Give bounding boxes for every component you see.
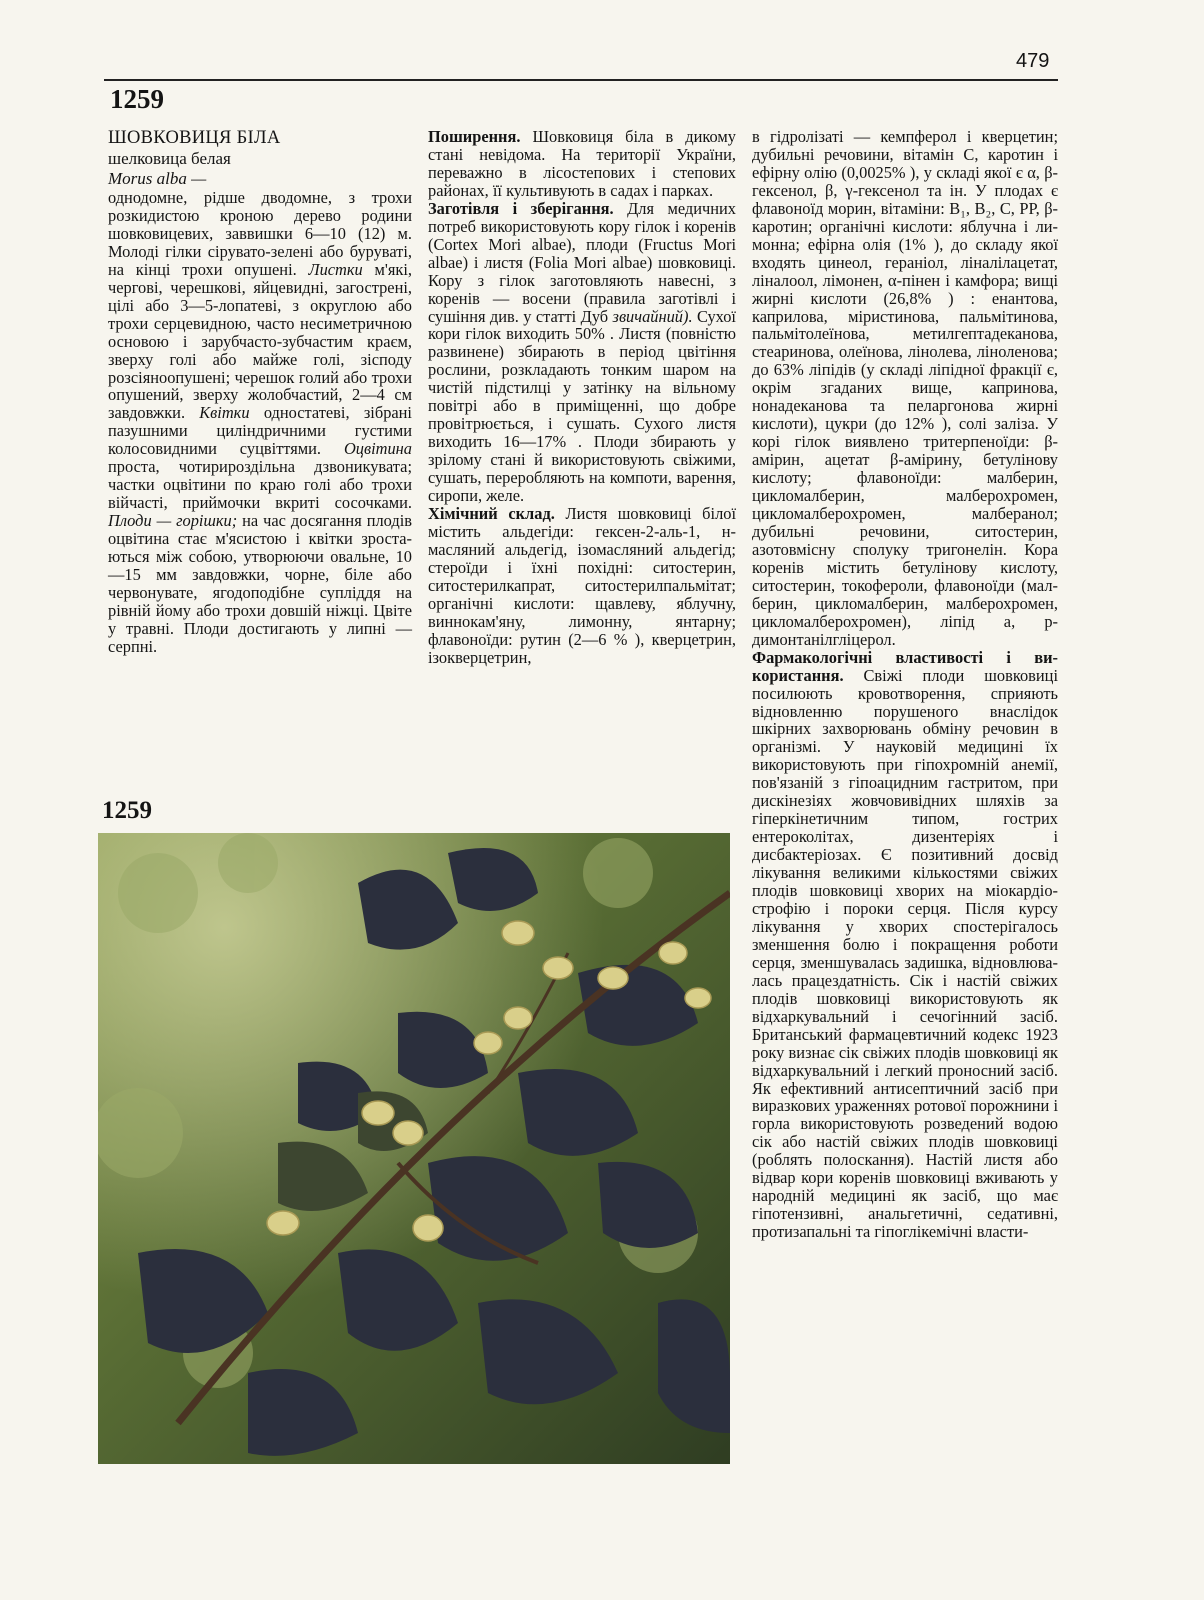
- page-number: 479: [1016, 50, 1050, 72]
- chemical-composition-continued: в гідролізаті — кемпферол і кверцетин; дубильні речовини, вітамін С, каротин і ефірну олію (0,0025% ), у складі якої є α, β-гексенол, β, γ-гексенол та ін. У плодах є флавоноїд морин, вітаміни: В₁, В₂, С, РР, β-каротин; органічні кислоти: яблучна і лимонна; ефірна олія (1% ), до складу якої входять цинеол, гераніол, ліналілацетат, ліналоол, лімонен, α-пінен і камфора; вищі жирні кислоти (26,8% ) : енантова, каприлова, міристинова, пальмітинова, пальмітолеїнова, метилгептадеканова, стеаринова, олеїнова, лінолева, ліноленова; до 63% ліпідів (у складі ліпідної фракції є, окрім згаданих вище, капринова, нонадеканова та пеларгонова жирні кислоти), цукри (до 12% ), солі заліза. У корі гілок виявлено тритерпеноїди: β-амірин, ацетат β-амірину, бетулінову кислоту; флавоноїди: малберин, цикломалберин, малберохромен, цикломалберохромен, малберанол; дубильні речовини, ситостерин, азотовмісну сполуку тригонелін. Кора коренів містить бетулінову кислоту, ситостерин, токофероли, флавоноїди (малберин, цикломалберин, малберохромен, цикломалберохромен), ліпід а, р-димонтанілгліцерол.: [752, 127, 1058, 649]
- column-3: [752, 128, 1058, 1241]
- column-1: [108, 128, 412, 656]
- harvesting-paragraph: Заготівля і зберігання. Для медичних потреб використовують кору гілок і коренів (Cortex Mori albae), плоди (Fructus Mori albae) і листя (Folia Mori albae) шовковиці. Кору з гілок заготовляють навесні, з коренів — восени (правила заготівлі і сушіння див. у статті Дуб звичайний). Сухої кори гілок виходить 50% . Листя (повністю развинене) збирають в період цвітіння рослини, розкладають тонким шаром на чистій підстилці у затінку на вільному повітрі або в приміщенні, що добре провітрюється, і сушать. Сухого листя виходить 16—17% . Плоди збирають у зрілому стані й використовують свіжими, сушать, переробляють на компоти, варення, сиропи, желе.: [428, 198, 737, 506]
- description-paragraph: однодомне, рідше дводомне, з трохи розкидистою кроною дерево родини шовковицевих, заввишки 6—10 (12) м. Молоді гілки сірувато-зелені або буруваті, на кінці трохи опушені. Листки м'які, чергові, черешкові, яйцевидні, загострені, цілі або 3—5-лопатеві, з округлою або трохи серцевидною, часто несиметричною основою і зарубчасто-зубчастим краєм, зверху голі або майже голі, зісподу розсіяноопушені; черешок голий або трохи опушений, зверху жолобчастий, 2—4 см завдовжки. Квітки одностатеві, зібрані пазушними циліндричними густими колосовидними суцвіттями. Оцвітина проста, чотирироздільна дзвоникувата; частки оцвітини по краю голі або трохи війчасті, приймочки вкриті сосочками. Плоди — горішки; на час досягання плодів оцвітина стає м'ясистою і квітки зростаються між собою, утворюючи овальне, 10—15 мм завдовжки, чорне, біле або червонувате, ягодоподібне супліддя на рівній йому або трохи довшій ніжці. Цвіте у травні. Плоди достигають у липні — серпні.: [108, 188, 413, 656]
- distribution-paragraph: Поширення. Шовковиця біла в дикому стані невідома. На території України, переважно в лісостепових і степових районах, її культивують в садах і парках.: [428, 127, 736, 200]
- plant-title: ШОВКОВИЦЯ БІЛА: [108, 128, 281, 148]
- header-rule: [104, 79, 1058, 81]
- russian-name: шелковица белая: [108, 149, 231, 168]
- chemical-composition-paragraph: Хімічний склад. Листя шовковиці білої містить альдегіди: гексен-2-аль-1, н-масляний альдегід, ізомасляний альдегід; стероїди і їхні похідні: ситостерин, ситостерилкапрат, ситостерилпальмітат; органічні кислоти: щавлеву, яблучну, виннокам'яну, лимонну, янтарну; флавоноїди: рутин (2—6 % ), кверцетрин, ізокверцетрин,: [428, 504, 737, 667]
- pharmacology-paragraph: Фармакологічні властивості і використання. Свіжі плоди шовковиці посилюють кровотворення, сприяють відновленню порушеного внаслідок шкірних захворювань обміну речовин в організмі. У науковій медицині їх використовують при гіпохромній анемії, пов'язаній з гіпоацидним гастритом, при дискінезіях жовчовивідних шляхів за гіперкінетичним типом, гострих ентероколітах, дизентеріях і дисбактеріозах. Є позитивний досвід лікування великими кількостями свіжих плодів шовковиці хворих на міокардіострофію і пороки серця. Після курсу лікування у хворих спостерігалось зменшення болю і покращення роботи серця, зменшувалась задишка, відновлювалась працездатність. Сік і настій свіжих плодів шовковиці використовують як відхаркувальний і сечогінний засіб. Британський фармацевтичний кодекс 1923 року визнає сік свіжих плодів шовковиці як відхаркувальний і легкий проносний засіб. Як ефективний антисептичний засіб при виразкових ураженнях ротової порожнини і горла використовують розведений водою сік або настій свіжих плодів шовковиці (роблять полоскання). Настій листя або відвар кори коренів шовковиці вживають у народній медицині як засіб, що має гіпотензивні, анальгетичні, седативні, протизапальні та гіпоглікемічні власти-: [752, 647, 1058, 1242]
- column-2: [428, 128, 736, 667]
- entry-number-image: 1259: [102, 797, 152, 824]
- entry-number-top: 1259: [110, 84, 164, 114]
- latin-name: Morus alba —: [108, 169, 207, 188]
- mulberry-photo: [98, 833, 730, 1464]
